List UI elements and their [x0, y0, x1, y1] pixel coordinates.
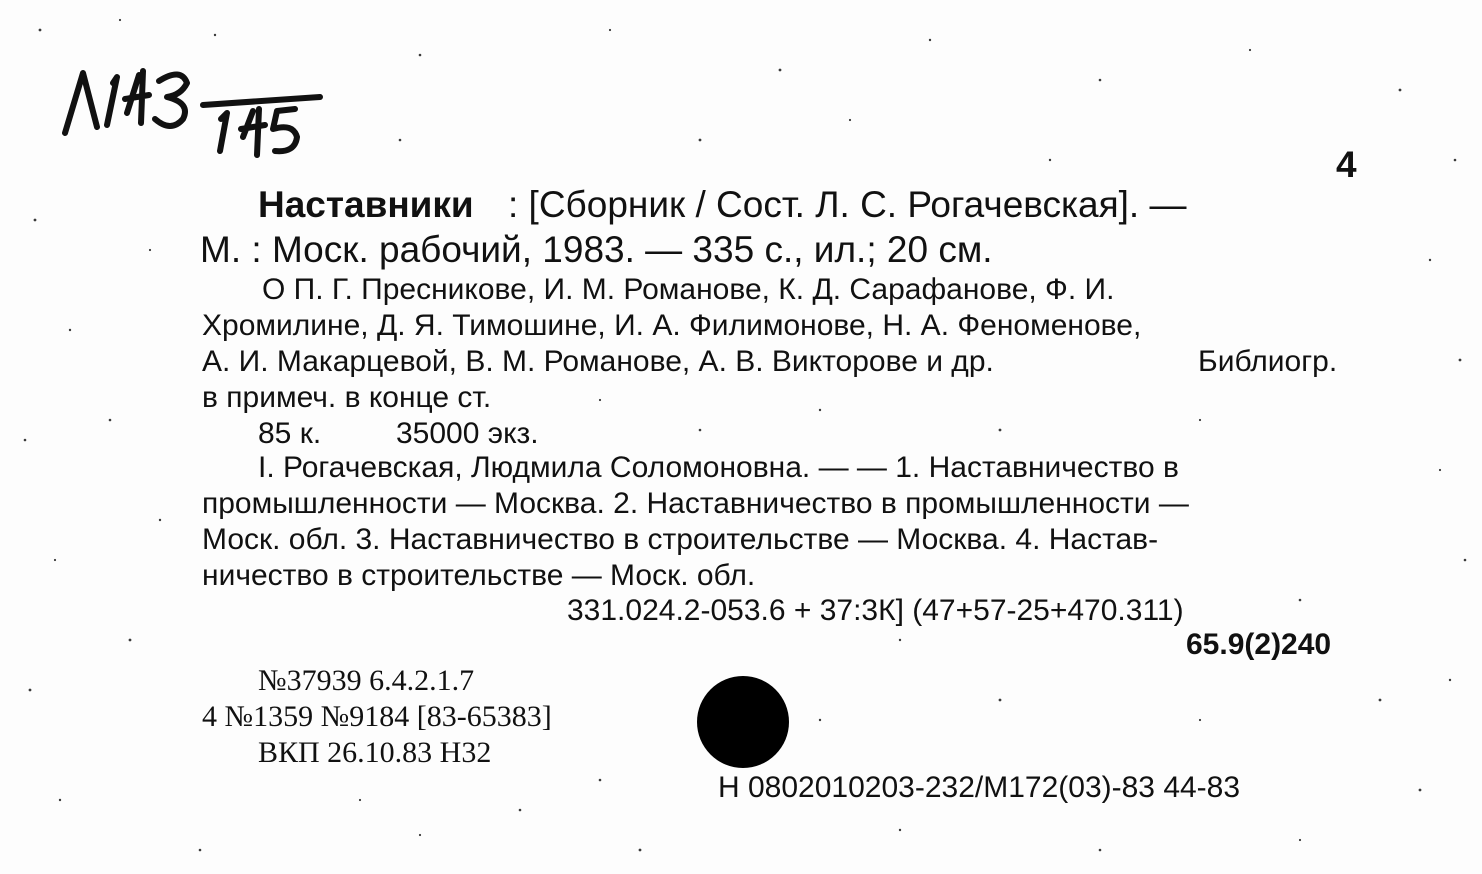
- book-title: Наставники: [258, 184, 474, 225]
- added-entry-line: ничество в строительстве — Моск. обл.: [202, 559, 756, 592]
- card-number: 4: [1336, 144, 1357, 185]
- annotation-line: А. И. Макарцевой, В. М. Романове, А. В. Викторове и др.: [202, 345, 994, 378]
- registration-line: 4 №1359 №9184 [83-65383]: [202, 700, 552, 733]
- udc-classification: 331.024.2-053.6 + 37:3К] (47+57-25+470.311): [567, 594, 1184, 627]
- imprint: М. : Моск. рабочий, 1983. — 335 с., ил.; 20 см.: [200, 229, 993, 270]
- added-entry-line: Моск. обл. 3. Наставничество в строительстве — Москва. 4. Настав-: [202, 523, 1159, 556]
- price: 85 к.: [258, 417, 322, 450]
- bbk-classification: 65.9(2)240: [1186, 628, 1332, 661]
- bibliography-note: Библиогр.: [1198, 345, 1338, 378]
- annotation-line: в примеч. в конце ст.: [202, 381, 492, 414]
- annotation-line: Хромилине, Д. Я. Тимошине, И. А. Филимонове, Н. А. Феноменове,: [202, 309, 1142, 342]
- added-entry-line: I. Рогачевская, Людмила Соломоновна. — — 1. Наставничество в: [258, 451, 1179, 484]
- punch-hole: [697, 676, 789, 768]
- added-entry-line: промышленности — Москва. 2. Наставничество в промышленности —: [202, 487, 1189, 520]
- registration-line: ВКП 26.10.83 Н32: [258, 736, 492, 769]
- registration-line: №37939 6.4.2.1.7: [258, 664, 475, 697]
- publisher-code: Н 0802010203-232/М172(03)-83 44-83: [718, 771, 1241, 804]
- handwritten-shelfmark: [55, 55, 335, 165]
- title-statement: : [Сборник / Сост. Л. С. Рогачевская]. —: [508, 184, 1187, 225]
- annotation-line: О П. Г. Пресникове, И. М. Романове, К. Д. Сарафанове, Ф. И.: [262, 273, 1115, 306]
- print-run: 35000 экз.: [396, 417, 539, 450]
